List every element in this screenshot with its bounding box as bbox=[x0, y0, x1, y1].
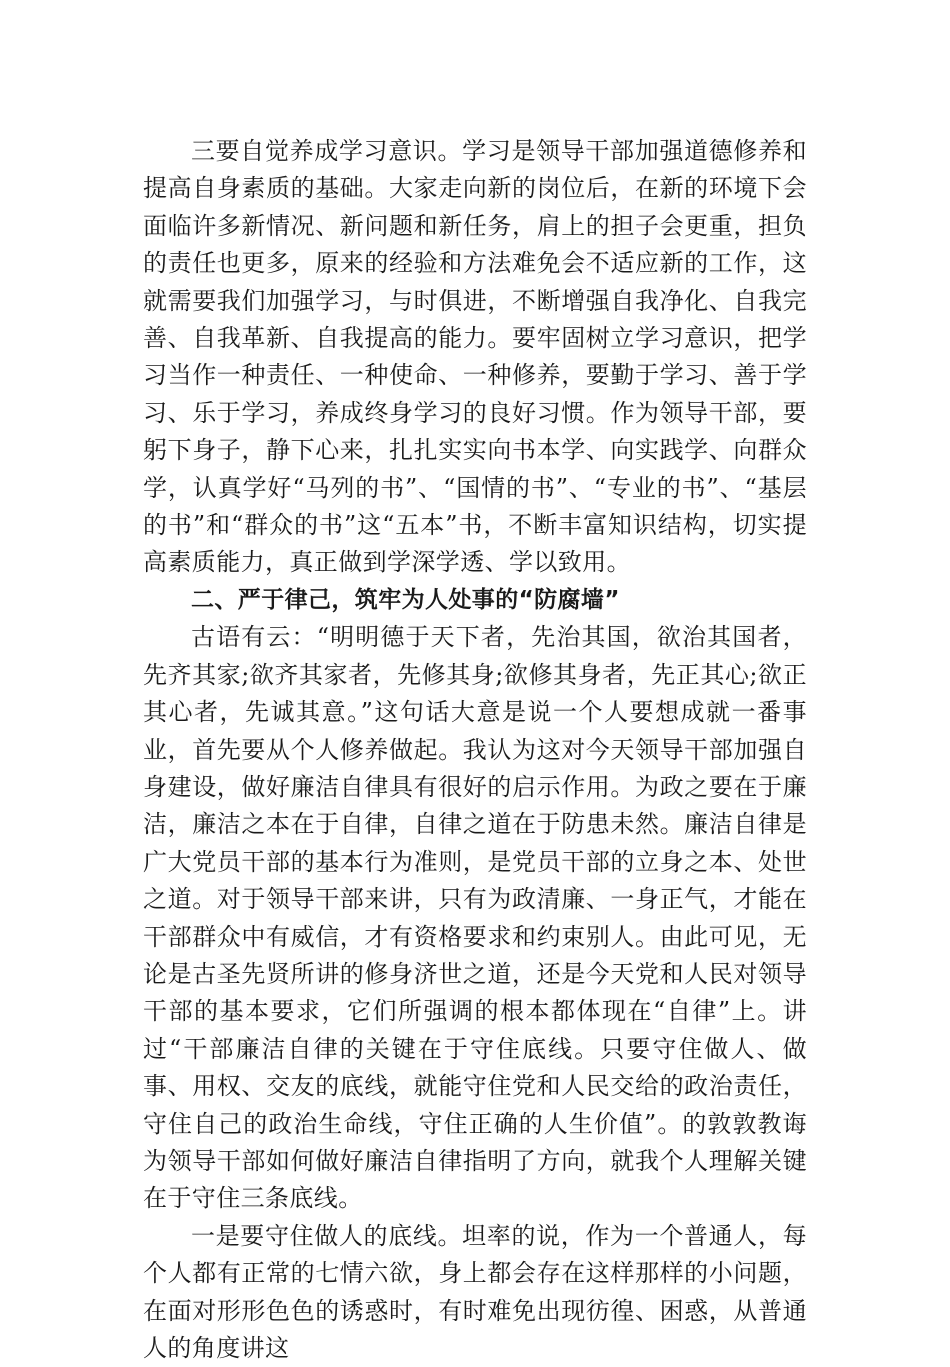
paragraph-ancient-saying: 古语有云：“明明德于天下者，先治其国，欲治其国者，先齐其家;欲齐其家者，先修其身;欲修其身者，先正其心;欲正其心者，先诚其意。”这句话大意是说一个人要想成就一番事业，首先要从个人修养做起。我认为这对今天领导干部加强自身建设，做好廉洁自律具有很好的启示作用。为政之要在于廉洁，廉洁之本在于自律，自律之道在于防患未然。廉洁自律是广大党员干部的基本行为准则，是党员干部的立身之本、处世之道。对于领导干部来讲，只有为政清廉、一身正气，才能在干部群众中有威信，才有资格要求和约束别人。由此可见，无论是古圣先贤所讲的修身济世之道，还是今天党和人民对领导干部的基本要求，它们所强调的根本都体现在“自律”上。讲过“干部廉洁自律的关键在于守住底线。只要守住做人、做事、用权、交友的底线，就能守住党和人民交给的政治责任，守住自己的政治生命线，守住正确的人生价值”。的敦敦教诲为领导干部如何做好廉洁自律指明了方向，就我个人理解关键在于守住三条底线。 bbox=[143, 623, 807, 1213]
section-heading-self-discipline: 二、严于律己，筑牢为人处事的“防腐墙” bbox=[191, 586, 620, 613]
paragraph-learning-awareness: 三要自觉养成学习意识。学习是领导干部加强道德修养和提高自身素质的基础。大家走向新的岗位后，在新的环境下会面临许多新情况、新问题和新任务，肩上的担子会更重，担负的责任也更多，原来的经验和方法难免会不适应新的工作，这就需要我们加强学习，与时俱进，不断增强自我净化、自我完善、自我革新、自我提高的能力。要牢固树立学习意识，把学习当作一种责任、一种使命、一种修养，要勤于学习、善于学习、乐于学习，养成终身学习的良好习惯。作为领导干部，要躬下身子，静下心来，扎扎实实向书本学、向实践学、向群众学，认真学好“马列的书”、“国情的书”、“专业的书”、“基层的书”和“群众的书”这“五本”书，不断丰富知识结构，切实提高素质能力，真正做到学深学透、学以致用。 bbox=[143, 137, 807, 577]
document-body bbox=[143, 133, 807, 1367]
paragraph-bottom-line-person: 一是要守住做人的底线。坦率的说，作为一个普通人，每个人都有正常的七情六欲，身上都会存在这样那样的小问题，在面对形形色色的诱惑时，有时难免出现彷徨、困惑，从普通人的角度讲这 bbox=[143, 1221, 807, 1362]
